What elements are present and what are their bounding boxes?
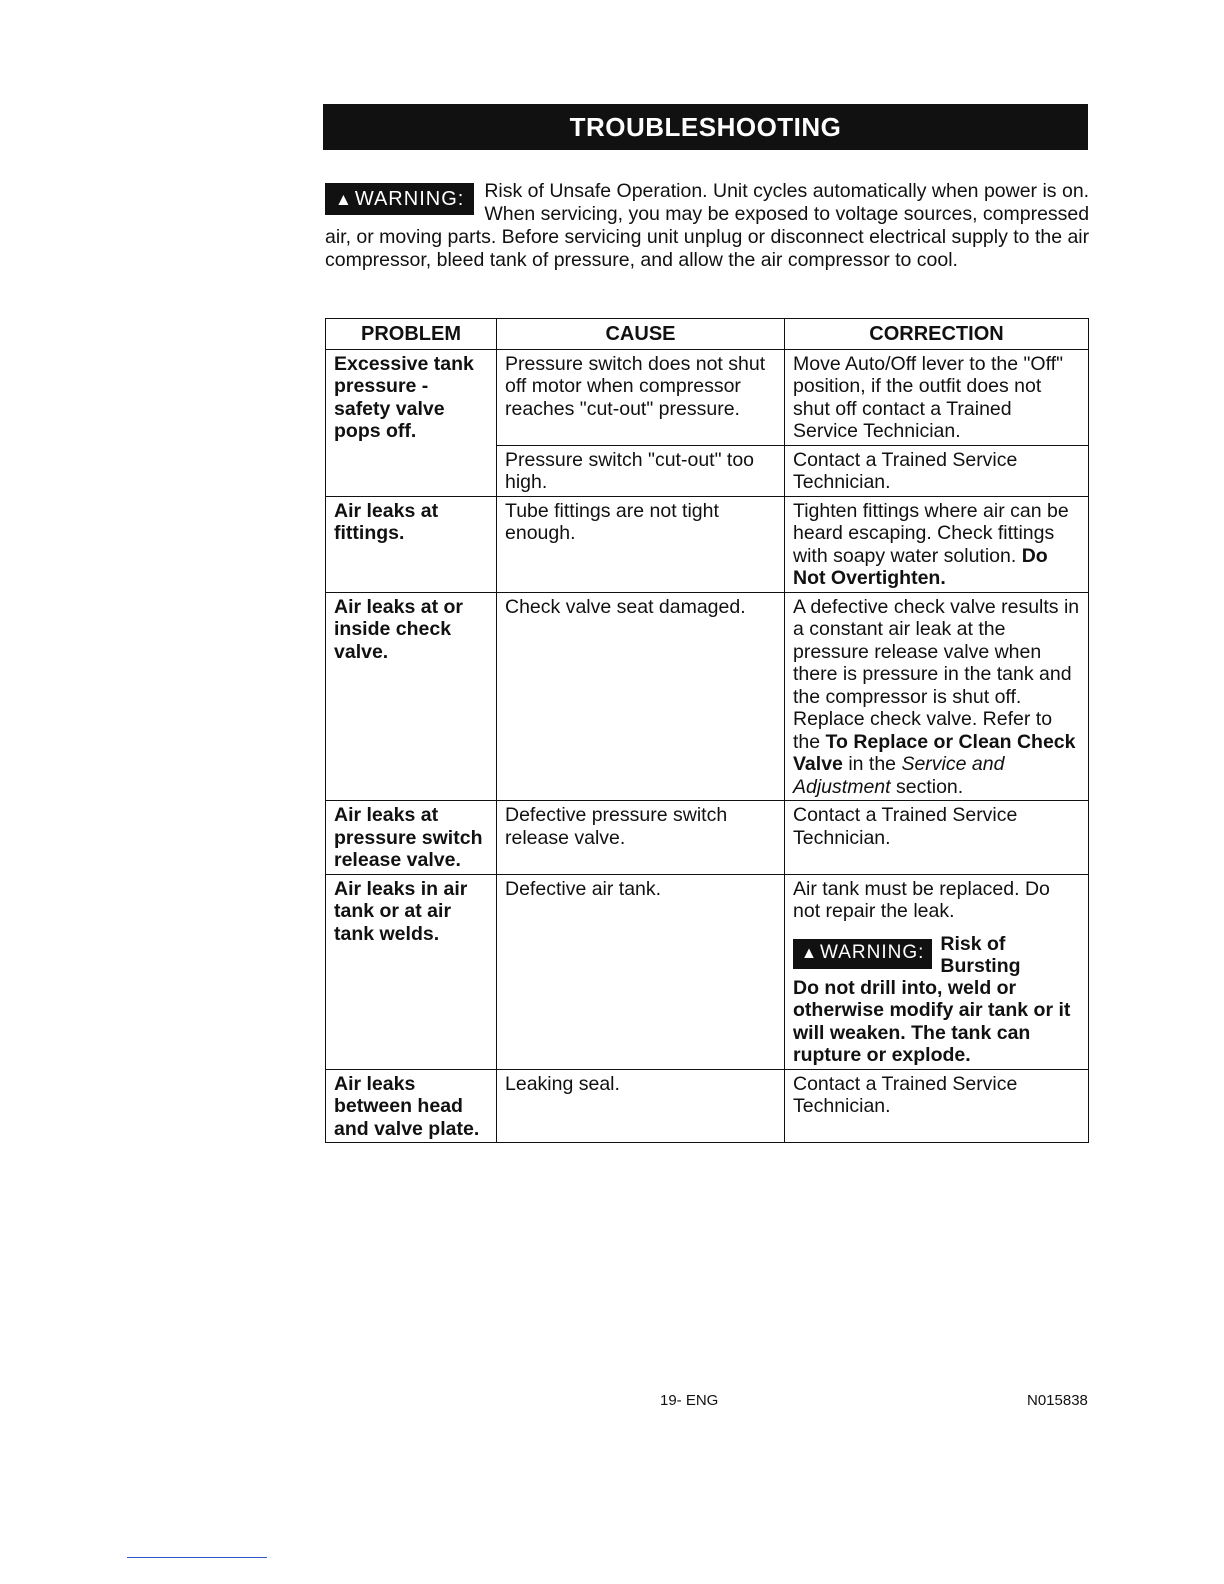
correction-cell: Move Auto/Off lever to the "Off" position, if the outfit does not shut off contact a Trained Service Technician. [785, 349, 1089, 445]
table-row [326, 592, 1089, 801]
correction-cell [785, 496, 1089, 592]
document-code: N015838 [1027, 1392, 1088, 1409]
troubleshooting-table [325, 318, 1089, 1143]
correction-cell [785, 874, 1089, 1069]
correction-text: A defective check valve results in a constant air leak at the pressure release valve when there is pressure in the tank and the compressor is shut off. Replace check valve. Refer to the [793, 595, 1080, 753]
column-header-cause: CAUSE [497, 319, 785, 350]
warning-text: Do not drill into, weld or otherwise modify air tank or it will weaken. The tank can rupture or explode. [793, 976, 1071, 1066]
warning-triangle-icon: ▲ [801, 944, 818, 963]
correction-text: Air tank must be replaced. Do not repair the leak. [793, 877, 1050, 922]
table-header-row [326, 319, 1089, 350]
problem-cell: Air leaks between head and valve plate. [326, 1069, 497, 1143]
warning-badge [325, 183, 474, 215]
correction-emphasis: To Replace or Clean Check Valve [793, 730, 1076, 775]
table-row [326, 349, 1089, 445]
inner-warning [793, 933, 1080, 977]
warning-notice [325, 180, 1095, 272]
correction-section-ref: Service and Adjustment [793, 753, 1005, 798]
warning-text: Risk of Unsafe Operation. Unit cycles automatically when power is on. When servicing, you may be exposed to voltage sources, compressed air, or moving parts. Before servicing unit unplug or disconnect electrical supply to the air compressor, bleed tank of pressure, and allow the air compressor to cool. [325, 180, 1090, 271]
warning-risk: Risk of Bursting [940, 932, 1021, 977]
table-row [326, 874, 1089, 1069]
correction-cell: Contact a Trained Service Technician. [785, 445, 1089, 496]
correction-text-mid: in the [848, 753, 897, 775]
correction-text: Tighten fittings where air can be heard escaping. Check fittings with soapy water solution. [793, 499, 1069, 567]
warning-triangle-icon: ▲ [335, 189, 353, 209]
problem-cell: Air leaks at fittings. [326, 496, 497, 592]
problem-cell: Air leaks at pressure switch release valve. [326, 801, 497, 875]
table-row [326, 496, 1089, 592]
correction-text-end: section. [895, 775, 964, 798]
cause-cell: Pressure switch does not shut off motor when compressor reaches "cut-out" pressure. [497, 349, 785, 445]
correction-cell [785, 592, 1089, 801]
page-title: TROUBLESHOOTING [323, 104, 1088, 150]
table-row [326, 801, 1089, 875]
problem-cell: Air leaks in air tank or at air tank welds. [326, 874, 497, 1069]
correction-cell: Contact a Trained Service Technician. [785, 801, 1089, 875]
column-header-problem: PROBLEM [326, 319, 497, 350]
page-number: 19- ENG [660, 1392, 719, 1409]
problem-cell: Air leaks at or inside check valve. [326, 592, 497, 801]
cause-cell: Tube fittings are not tight enough. [497, 496, 785, 592]
cause-cell: Check valve seat damaged. [497, 592, 785, 801]
warning-label: WARNING: [354, 187, 465, 210]
warning-label: WARNING: [819, 942, 925, 964]
cause-cell: Defective air tank. [497, 874, 785, 1069]
divider [127, 1557, 267, 1558]
cause-cell: Defective pressure switch release valve. [497, 801, 785, 875]
warning-badge [793, 939, 932, 969]
correction-cell: Contact a Trained Service Technician. [785, 1069, 1089, 1143]
cause-cell: Leaking seal. [497, 1069, 785, 1143]
problem-cell: Excessive tank pressure - safety valve pops off. [326, 349, 497, 496]
correction-emphasis: Do Not Overtighten. [793, 544, 1048, 589]
table-row [326, 1069, 1089, 1143]
cause-cell: Pressure switch "cut-out" too high. [497, 445, 785, 496]
column-header-correction: CORRECTION [785, 319, 1089, 350]
